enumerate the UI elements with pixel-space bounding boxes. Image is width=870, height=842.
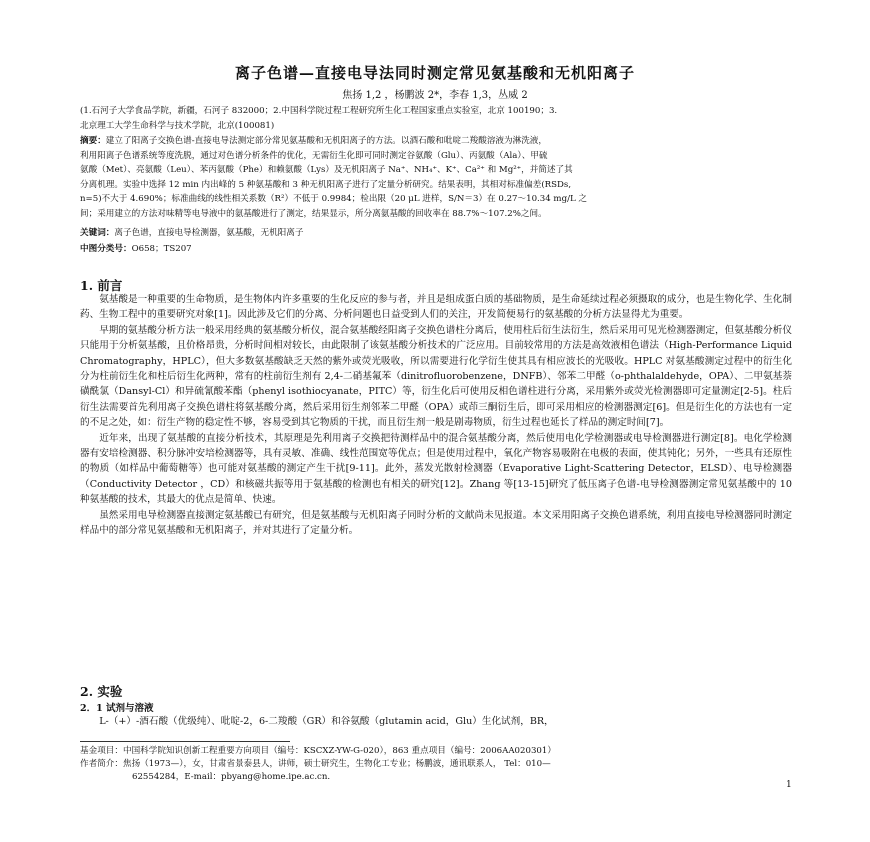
abstract-line: 间；采用建立的方法对味精等电导液中的氨基酸进行了测定，结果显示，所分离氨基酸的回收率在 88.7%～107.2%之间。 — [80, 208, 547, 219]
reagents-body — [80, 714, 792, 729]
author-list: 焦扬 1,2 ，杨鹏波 2*，李春 1,3，丛威 2 — [342, 90, 528, 101]
keywords-label: 关键词： — [80, 228, 115, 238]
footnote-line: 作者简介：焦扬（1973—），女，甘肃省景泰县人，讲师，硕士研究生，生物化工专业；杨鹏波，通讯联系人， Tel：010— — [80, 759, 551, 770]
affiliations — [80, 104, 792, 133]
introduction-body — [80, 292, 792, 539]
abstract-line: 氨酸（Met）、亮氨酸（Leu）、苯丙氨酸（Phe）和赖氨酸（Lys）及无机阳离子 Na⁺、NH₄⁺、K⁺、Ca²⁺ 和 Mg²⁺，并简述了其 — [80, 165, 573, 176]
footnote-line: 62554284，E-mail：pbyang@home.ipe.ac.cn. — [132, 772, 331, 783]
section-heading-introduction: 1. 前言 — [80, 278, 123, 293]
page-number: 1 — [786, 780, 792, 790]
abstract-line: n=5)不大于 4.690%；标准曲线的线性相关系数（R²）不低于 0.9984；检出限（20 μL 进样，S/N＝3）在 0.27～10.34 mg/L 之 — [80, 194, 588, 205]
paragraph: 虽然采用电导检测器直接测定氨基酸已有研究，但是氨基酸与无机阳离子同时分析的文献尚未见报道。本文采用阳离子交换色谱系统，利用直接电导检测器同时测定样品中的部分常见氨基酸和无机阳离子，并对其进行了定量分析。 — [80, 509, 792, 537]
keywords — [80, 226, 792, 241]
subsection-heading-reagents: 2．1 试剂与溶液 — [80, 703, 154, 714]
paper-title: 离子色谱—直接电导法同时测定常见氨基酸和无机阳离子 — [234, 64, 635, 82]
paragraph: L-（+）-酒石酸（优级纯）、吡啶-2，6-二羧酸（GR）和谷氨酸（glutamin acid，Glu）生化试剂，BR， — [99, 716, 554, 727]
classification-label: 中图分类号： — [80, 244, 132, 254]
abstract — [80, 134, 792, 222]
section-heading-experiment: 2. 实验 — [80, 684, 123, 699]
affiliation-line: (1.石河子大学食品学院，新疆，石河子 832000；2.中国科学院过程工程研究所生化工程国家重点实验室，北京 100190；3. — [80, 106, 558, 116]
abstract-label: 摘要： — [80, 136, 106, 146]
paragraph: 近年来，出现了氨基酸的直接分析技术，其原理是先利用离子交换把待测样品中的混合氨基酸分离，然后使用电化学检测器或电导检测器进行测定[8]。电化学检测器有安培检测器、积分脉冲安培检测器等，具有灵敏、准确、线性范围宽等优点；但是使用过程中，氧化产物容易吸附在电极的表面，使其钝化；另外，一些具有还原性的物质（如样品中葡萄糖等）也可能对氨基酸的测定产生干扰[9-11]。此外，蒸发光散射检测器（Evaporative Light-Scattering Detector，ELSD）、电导检测器（Conductivity Detector ，CD）和核磁共振等用于氨基酸的检测也有相关的研究[12]。Zhang 等[13-15]研究了低压离子色谱-电导检测器测定常见氨基酸中的 10 种氨基酸的技术，其最大的优点是简单、快速。 — [80, 432, 792, 506]
classification-text: O658；TS207 — [131, 244, 192, 254]
abstract-line: 利用阳离子色谱系统等度洗脱，通过对色谱分析条件的优化，无需衍生化即可同时测定谷氨酸（Glu）、丙氨酸（Ala）、甲硫 — [80, 150, 548, 161]
footnote-divider — [80, 741, 290, 742]
footnote-line: 基金项目：中国科学院知识创新工程重要方向项目（编号：KSCXZ-YW-G-020），863 重点项目（编号：2006AA020301） — [80, 746, 556, 756]
affiliation-line: 北京理工大学生命科学与技术学院，北京(100081) — [80, 120, 275, 131]
paragraph: 早期的氨基酸分析方法一般采用经典的氨基酸分析仪，混合氨基酸经阳离子交换色谱柱分离后，使用柱后衍生法衍生，然后采用可见光检测器测定，但氨基酸分析仪只能用于分析氨基酸，且价格昂贵，分析时间相对较长，由此限制了该氨基酸分析技术的广泛应用。目前较常用的方法是高效液相色谱法（High-Performance Liquid Chromatography，HPLC），但大多数氨基酸缺乏天然的紫外或荧光吸收，所以需要进行化学衍生使其具有相应波长的光吸收。HPLC 对氨基酸测定过程中的衍生化分为柱前衍生化和柱后衍生化两种，常有的柱前衍生剂有 2,4-二硝基氟苯（dinitrofluorobenzene，DNFB）、邻苯二甲醛（o-phthalaldehyde，OPA）、二甲氨基萘磺酰氯（Dansyl-Cl）和异硫氰酸苯酯（phenyl isothiocyanate，PITC）等，衍生化后可使用反相色谱柱进行分离，采用紫外或荧光检测器即可定量测定[2-5]。柱后衍生法需要首先利用离子交换色谱柱将氨基酸分离，然后采用衍生剂邻苯二甲醛（OPA）或茚三酮衍生后，即可采用相应的检测器测定[6]。但是衍生化的方法也有一定的不足之处，如：衍生产物的稳定性不够，容易受到其它物质的干扰，而且衍生剂一般是剧毒物质，衍生过程也延长了样品的测定时间[7]。 — [80, 324, 792, 429]
abstract-line: 建立了阳离子交换色谱-直接电导法测定部分常见氨基酸和无机阳离子的方法。以酒石酸和吡啶二羧酸溶液为淋洗液， — [105, 136, 547, 146]
paragraph: 氨基酸是一种重要的生命物质，是生物体内许多重要的生化反应的参与者，并且是组成蛋白质的基础物质，是生命延续过程必须摄取的成分，也是生物化学、生化制药、生物工程中的重要研究对象[1]。因此涉及它们的分离、分析问题也日益受到人们的关注，开发简便易行的氨基酸的分析方法显得尤为重要。 — [80, 294, 792, 321]
classification — [80, 242, 792, 257]
abstract-line: 分离机理。实验中选择 12 min 内出峰的 5 种氨基酸和 3 种无机阳离子进行了定量分析研究。结果表明，其相对标准偏差(RSDs, — [80, 179, 572, 190]
keywords-text: 离子色谱，直接电导检测器，氨基酸，无机阳离子 — [114, 228, 304, 238]
footnotes — [80, 745, 792, 785]
